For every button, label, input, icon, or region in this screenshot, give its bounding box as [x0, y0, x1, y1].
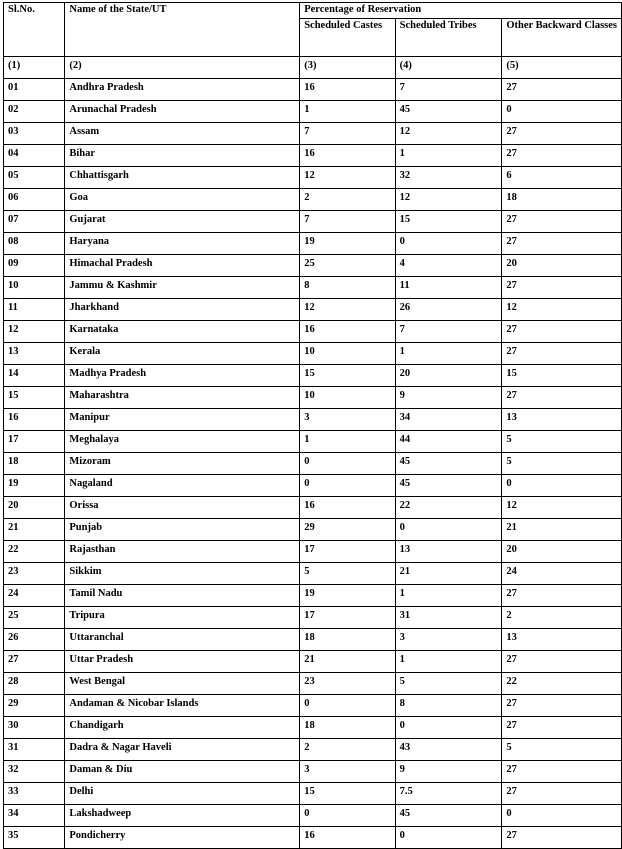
cell-sl-no: 33 [4, 783, 65, 805]
cell-other-backward-classes: 27 [502, 585, 622, 607]
cell-sl-no: 15 [4, 387, 65, 409]
cell-sl-no: 03 [4, 123, 65, 145]
cell-sl-no: 24 [4, 585, 65, 607]
cell-sl-no: 28 [4, 673, 65, 695]
cell-scheduled-castes: 3 [300, 761, 395, 783]
cell-scheduled-tribes: 0 [395, 827, 502, 849]
cell-scheduled-tribes: 0 [395, 233, 502, 255]
cell-sl-no: 30 [4, 717, 65, 739]
cell-state-name: Arunachal Pradesh [65, 101, 300, 123]
cell-sl-no: 07 [4, 211, 65, 233]
header-scheduled-tribes: Scheduled Tribes [395, 19, 502, 57]
cell-scheduled-castes: 18 [300, 629, 395, 651]
cell-scheduled-tribes: 7 [395, 321, 502, 343]
cell-sl-no: 09 [4, 255, 65, 277]
cell-scheduled-castes: 16 [300, 497, 395, 519]
cell-scheduled-castes: 2 [300, 189, 395, 211]
cell-sl-no: 10 [4, 277, 65, 299]
cell-other-backward-classes: 6 [502, 167, 622, 189]
table-row [4, 519, 622, 541]
cell-other-backward-classes: 27 [502, 233, 622, 255]
cell-scheduled-tribes: 1 [395, 343, 502, 365]
cell-state-name: Tamil Nadu [65, 585, 300, 607]
cell-scheduled-castes: 21 [300, 651, 395, 673]
cell-sl-no: 29 [4, 695, 65, 717]
cell-state-name: Gujarat [65, 211, 300, 233]
table-row [4, 365, 622, 387]
cell-other-backward-classes: 0 [502, 101, 622, 123]
table-row [4, 277, 622, 299]
table-row [4, 563, 622, 585]
cell-sl-no: 17 [4, 431, 65, 453]
cell-other-backward-classes: 0 [502, 475, 622, 497]
cell-sl-no: 26 [4, 629, 65, 651]
cell-scheduled-tribes: 7.5 [395, 783, 502, 805]
column-number: (2) [65, 57, 300, 79]
cell-scheduled-castes: 7 [300, 211, 395, 233]
cell-scheduled-tribes: 32 [395, 167, 502, 189]
cell-scheduled-castes: 12 [300, 167, 395, 189]
cell-scheduled-castes: 19 [300, 233, 395, 255]
cell-state-name: Chandigarh [65, 717, 300, 739]
table-row [4, 475, 622, 497]
cell-scheduled-tribes: 4 [395, 255, 502, 277]
cell-scheduled-tribes: 3 [395, 629, 502, 651]
cell-other-backward-classes: 12 [502, 299, 622, 321]
cell-scheduled-tribes: 21 [395, 563, 502, 585]
cell-other-backward-classes: 27 [502, 321, 622, 343]
cell-scheduled-castes: 7 [300, 123, 395, 145]
cell-scheduled-tribes: 9 [395, 761, 502, 783]
table-row [4, 233, 622, 255]
cell-scheduled-castes: 10 [300, 387, 395, 409]
cell-other-backward-classes: 18 [502, 189, 622, 211]
cell-scheduled-castes: 29 [300, 519, 395, 541]
cell-scheduled-castes: 18 [300, 717, 395, 739]
cell-state-name: Daman & Diu [65, 761, 300, 783]
cell-state-name: Andaman & Nicobar Islands [65, 695, 300, 717]
table-row [4, 409, 622, 431]
table-row [4, 695, 622, 717]
cell-scheduled-tribes: 45 [395, 475, 502, 497]
cell-state-name: Meghalaya [65, 431, 300, 453]
cell-scheduled-castes: 17 [300, 607, 395, 629]
cell-scheduled-castes: 0 [300, 453, 395, 475]
cell-scheduled-tribes: 13 [395, 541, 502, 563]
cell-scheduled-tribes: 31 [395, 607, 502, 629]
cell-state-name: Jammu & Kashmir [65, 277, 300, 299]
cell-state-name: Kerala [65, 343, 300, 365]
cell-scheduled-tribes: 11 [395, 277, 502, 299]
cell-scheduled-tribes: 1 [395, 585, 502, 607]
cell-scheduled-tribes: 7 [395, 79, 502, 101]
table-row [4, 189, 622, 211]
cell-other-backward-classes: 21 [502, 519, 622, 541]
table-row [4, 321, 622, 343]
cell-other-backward-classes: 27 [502, 827, 622, 849]
cell-state-name: Rajasthan [65, 541, 300, 563]
header-sl-no: Sl.No. [4, 3, 65, 57]
table-row [4, 79, 622, 101]
cell-state-name: Tripura [65, 607, 300, 629]
cell-other-backward-classes: 27 [502, 761, 622, 783]
cell-other-backward-classes: 13 [502, 629, 622, 651]
cell-scheduled-tribes: 12 [395, 123, 502, 145]
column-number-row [4, 57, 622, 79]
cell-sl-no: 08 [4, 233, 65, 255]
cell-scheduled-castes: 16 [300, 79, 395, 101]
cell-scheduled-castes: 19 [300, 585, 395, 607]
cell-other-backward-classes: 15 [502, 365, 622, 387]
cell-scheduled-castes: 25 [300, 255, 395, 277]
table-row [4, 299, 622, 321]
cell-other-backward-classes: 13 [502, 409, 622, 431]
cell-state-name: Himachal Pradesh [65, 255, 300, 277]
cell-other-backward-classes: 27 [502, 211, 622, 233]
cell-sl-no: 23 [4, 563, 65, 585]
table-row [4, 343, 622, 365]
cell-scheduled-tribes: 1 [395, 145, 502, 167]
table-row [4, 761, 622, 783]
cell-other-backward-classes: 20 [502, 255, 622, 277]
table-row [4, 255, 622, 277]
cell-other-backward-classes: 2 [502, 607, 622, 629]
table-row [4, 497, 622, 519]
cell-scheduled-tribes: 20 [395, 365, 502, 387]
cell-sl-no: 14 [4, 365, 65, 387]
cell-scheduled-castes: 5 [300, 563, 395, 585]
cell-state-name: Goa [65, 189, 300, 211]
cell-scheduled-castes: 3 [300, 409, 395, 431]
column-number: (1) [4, 57, 65, 79]
cell-scheduled-tribes: 5 [395, 673, 502, 695]
table-row [4, 167, 622, 189]
cell-sl-no: 05 [4, 167, 65, 189]
cell-scheduled-castes: 2 [300, 739, 395, 761]
cell-scheduled-castes: 1 [300, 431, 395, 453]
cell-state-name: Delhi [65, 783, 300, 805]
cell-other-backward-classes: 27 [502, 387, 622, 409]
cell-scheduled-castes: 12 [300, 299, 395, 321]
cell-other-backward-classes: 5 [502, 453, 622, 475]
cell-other-backward-classes: 27 [502, 123, 622, 145]
cell-scheduled-castes: 17 [300, 541, 395, 563]
cell-state-name: Orissa [65, 497, 300, 519]
cell-sl-no: 22 [4, 541, 65, 563]
cell-other-backward-classes: 12 [502, 497, 622, 519]
cell-state-name: Chhattisgarh [65, 167, 300, 189]
cell-scheduled-castes: 16 [300, 321, 395, 343]
table-header [4, 3, 622, 79]
table-row [4, 783, 622, 805]
cell-sl-no: 11 [4, 299, 65, 321]
cell-scheduled-tribes: 9 [395, 387, 502, 409]
cell-scheduled-tribes: 45 [395, 101, 502, 123]
cell-sl-no: 04 [4, 145, 65, 167]
cell-scheduled-castes: 15 [300, 783, 395, 805]
cell-sl-no: 31 [4, 739, 65, 761]
cell-state-name: Lakshadweep [65, 805, 300, 827]
table-row [4, 541, 622, 563]
cell-state-name: Jharkhand [65, 299, 300, 321]
cell-other-backward-classes: 5 [502, 431, 622, 453]
header-percentage-group: Percentage of Reservation [300, 3, 622, 19]
cell-sl-no: 18 [4, 453, 65, 475]
cell-sl-no: 34 [4, 805, 65, 827]
table-row [4, 123, 622, 145]
table-row [4, 431, 622, 453]
cell-scheduled-castes: 16 [300, 145, 395, 167]
table-row [4, 673, 622, 695]
cell-scheduled-tribes: 45 [395, 453, 502, 475]
cell-other-backward-classes: 27 [502, 79, 622, 101]
cell-state-name: Bihar [65, 145, 300, 167]
cell-state-name: Madhya Pradesh [65, 365, 300, 387]
cell-sl-no: 21 [4, 519, 65, 541]
cell-sl-no: 12 [4, 321, 65, 343]
cell-other-backward-classes: 27 [502, 695, 622, 717]
cell-scheduled-castes: 23 [300, 673, 395, 695]
table-row [4, 101, 622, 123]
cell-other-backward-classes: 27 [502, 651, 622, 673]
table-row [4, 651, 622, 673]
table-body [4, 79, 622, 849]
cell-scheduled-tribes: 12 [395, 189, 502, 211]
table-row [4, 453, 622, 475]
cell-state-name: Dadra & Nagar Haveli [65, 739, 300, 761]
cell-scheduled-tribes: 0 [395, 519, 502, 541]
cell-sl-no: 25 [4, 607, 65, 629]
cell-state-name: West Bengal [65, 673, 300, 695]
cell-sl-no: 19 [4, 475, 65, 497]
cell-sl-no: 20 [4, 497, 65, 519]
table-row [4, 739, 622, 761]
table-row [4, 585, 622, 607]
cell-other-backward-classes: 27 [502, 717, 622, 739]
cell-scheduled-castes: 0 [300, 695, 395, 717]
cell-scheduled-castes: 16 [300, 827, 395, 849]
cell-scheduled-tribes: 34 [395, 409, 502, 431]
cell-other-backward-classes: 27 [502, 783, 622, 805]
cell-state-name: Uttaranchal [65, 629, 300, 651]
cell-sl-no: 06 [4, 189, 65, 211]
cell-sl-no: 02 [4, 101, 65, 123]
cell-state-name: Manipur [65, 409, 300, 431]
column-number: (3) [300, 57, 395, 79]
cell-state-name: Mizoram [65, 453, 300, 475]
cell-state-name: Sikkim [65, 563, 300, 585]
cell-other-backward-classes: 5 [502, 739, 622, 761]
cell-other-backward-classes: 20 [502, 541, 622, 563]
cell-state-name: Punjab [65, 519, 300, 541]
table-row [4, 387, 622, 409]
cell-scheduled-castes: 1 [300, 101, 395, 123]
header-other-backward-classes: Other Backward Classes [502, 19, 622, 57]
cell-state-name: Nagaland [65, 475, 300, 497]
cell-other-backward-classes: 0 [502, 805, 622, 827]
cell-state-name: Uttar Pradesh [65, 651, 300, 673]
cell-scheduled-tribes: 43 [395, 739, 502, 761]
cell-scheduled-tribes: 0 [395, 717, 502, 739]
cell-state-name: Haryana [65, 233, 300, 255]
cell-other-backward-classes: 27 [502, 343, 622, 365]
cell-scheduled-tribes: 22 [395, 497, 502, 519]
column-number: (4) [395, 57, 502, 79]
header-scheduled-castes: Scheduled Castes [300, 19, 395, 57]
table-row [4, 211, 622, 233]
cell-scheduled-tribes: 8 [395, 695, 502, 717]
cell-other-backward-classes: 24 [502, 563, 622, 585]
cell-other-backward-classes: 27 [502, 277, 622, 299]
cell-other-backward-classes: 27 [502, 145, 622, 167]
table-row [4, 629, 622, 651]
table-row [4, 827, 622, 849]
table-row [4, 717, 622, 739]
cell-sl-no: 01 [4, 79, 65, 101]
cell-state-name: Karnataka [65, 321, 300, 343]
cell-scheduled-castes: 0 [300, 805, 395, 827]
cell-scheduled-tribes: 44 [395, 431, 502, 453]
cell-sl-no: 16 [4, 409, 65, 431]
table-row [4, 145, 622, 167]
cell-sl-no: 32 [4, 761, 65, 783]
cell-sl-no: 27 [4, 651, 65, 673]
cell-state-name: Maharashtra [65, 387, 300, 409]
column-number: (5) [502, 57, 622, 79]
table-row [4, 607, 622, 629]
cell-sl-no: 35 [4, 827, 65, 849]
table-row [4, 805, 622, 827]
cell-scheduled-tribes: 45 [395, 805, 502, 827]
cell-scheduled-castes: 8 [300, 277, 395, 299]
cell-scheduled-tribes: 1 [395, 651, 502, 673]
cell-scheduled-tribes: 15 [395, 211, 502, 233]
cell-sl-no: 13 [4, 343, 65, 365]
cell-scheduled-castes: 10 [300, 343, 395, 365]
cell-scheduled-castes: 0 [300, 475, 395, 497]
cell-other-backward-classes: 22 [502, 673, 622, 695]
header-state: Name of the State/UT [65, 3, 300, 57]
cell-state-name: Andhra Pradesh [65, 79, 300, 101]
cell-state-name: Assam [65, 123, 300, 145]
cell-scheduled-castes: 15 [300, 365, 395, 387]
reservation-table [3, 2, 622, 849]
cell-state-name: Pondicherry [65, 827, 300, 849]
cell-scheduled-tribes: 26 [395, 299, 502, 321]
